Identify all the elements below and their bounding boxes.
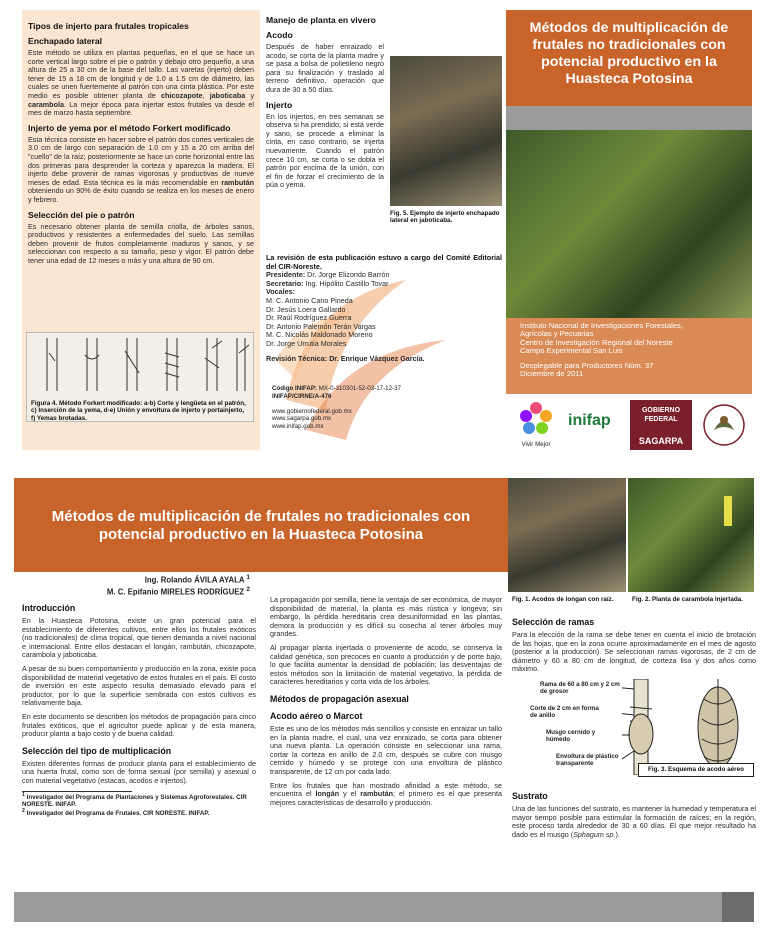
inifap-logo: inifap <box>568 412 611 429</box>
url-link[interactable]: www.inifap.gob.mx <box>272 422 324 430</box>
yellow-tag <box>724 496 732 526</box>
bottom-dark-block <box>722 892 754 922</box>
injerto-types-column <box>22 10 260 450</box>
author: Ing. Rolando ÁVILA AYALA $^1$ <box>144 574 250 585</box>
footnote: $^1$ Investigador del Programa de Plantaciones y Sistemas Agroforestales. CIR NORESTE. INIFAP. <box>22 791 247 808</box>
paragraph: La propagación por semilla, tiene la ventaja de ser económica, de mayor disponibilidad de material, la planta es más rústica y longeva; sin embargo, la pérdida hereditaria crea desuniformidad en las plantas, demora la producción y es difícil su cosecha al tener árboles muy grandes. <box>270 595 502 639</box>
mexico-eagle-seal-icon <box>702 402 746 448</box>
inner-title: Métodos de multiplicación de frutales no tradicionales con potencial productivo en la Huasteca Potosina <box>51 508 471 543</box>
cover-title-box <box>506 10 752 106</box>
mexico-seal <box>702 402 746 448</box>
section-heading: Métodos de propagación asexual <box>270 693 409 704</box>
vocal-item: Dr. Raúl Rodríguez Guerra <box>266 313 352 323</box>
jaboticaba-graft-photo <box>390 56 502 206</box>
figure-caption-box <box>638 763 754 777</box>
acodo-scheme-icon <box>622 679 752 775</box>
institute-line: Instituto Nacional de Investigaciones Forestales, <box>520 321 683 330</box>
scheme-label: Rama de 60 a 80 cm y 2 cm de grosor <box>540 680 620 696</box>
paragraph: Entre los frutales que han mostrado afinidad a este método, se encuentra el longán y el rambután; el primero es el que presenta mejores características de desarrollo y producción. <box>270 780 502 807</box>
section-heading: Introducción <box>22 603 76 613</box>
paragraph: Una de las funciones del sustrato, es mantener la humedad y temperatura el mayor tiempo posible para estimular la formación de raíces; en la región, este proceso tarda alrededor de 30 a 60 días. El que mejor resultado ha dado es el musgo (Sphagum sp.). <box>512 803 756 839</box>
institute-line: Agrícolas y Pecuarias <box>520 329 594 339</box>
section-heading: Selección del pie o patrón <box>28 209 135 220</box>
figure-caption: Fig. 1. Acodos de longan con raíz. <box>512 596 614 603</box>
author: M. C. Epifanio MIRELES RODRÍGUEZ $^2$ <box>106 585 250 597</box>
inner-title-band <box>14 478 508 572</box>
longan-acodo-photo <box>508 478 626 592</box>
paragraph: Esta técnica consiste en hacer sobre el patrón dos cortes verticales de 3.0 cm de largo con separación de 1.0 cm y 15 a 20 cm arriba del "cuello" de la raíz; posteriormente se hace un corte horizontal entre las dos primeras para desprender la corteza y aparezca la madera. El injerto debe provenir de ramas vigorosas y productivas de nueve meses de edad. Esta técnica es la más recomendable en rambután obteniendo un 90% de éxito cuando se realiza en los meses de enero y febrero. <box>28 134 255 204</box>
vocales-label: Vocales: <box>266 287 296 297</box>
cover-logos-strip <box>506 394 752 456</box>
paragraph: A pesar de su buen comportamiento y producción en la zona, existe poca disponibilidad de material vegetativo de estos frutales en el país. El costo de inversión en este aspecto resulta demasiado elevado para el productor, por lo que la superficie sembrada con estos cultivos es relativamente baja. <box>22 663 256 708</box>
gobierno-sagarpa-logo: GOBIERNO FEDERAL SAGARPA <box>630 400 692 450</box>
vocal-item: Dr. Jesús Loera Gallardo <box>266 304 346 314</box>
paragraph: En los injertos, en tres semanas se observa si ha prendido; si está verde y sano, se procede a eliminar la cinta, en caso contrario, se injerta nuevamente. Cuando el patrón crece 10 cm, se corta o se dobla el patrón por encima de la unión, con el fin de forzar el crecimiento de la púa o yema. <box>266 111 384 190</box>
scheme-label: Musgo cernido y húmedo <box>546 728 596 744</box>
cover-gray-band <box>506 106 752 130</box>
desplegable-number: Desplegable para Productores Núm. 37 <box>520 360 654 370</box>
scheme-label: Envoltura de plástico transparente <box>556 752 619 768</box>
section-heading: Injerto <box>266 99 293 110</box>
footnote: $^2$ Investigador del Programa de Frutales. CIR NORESTE. INIFAP. <box>22 808 210 818</box>
section-heading: Tipos de injerto para frutales tropicales <box>28 21 189 31</box>
url-link[interactable]: www.gobiernofederal.gob.mx <box>272 407 352 415</box>
propagation-column <box>270 596 502 812</box>
authors-block <box>40 573 250 596</box>
section-heading: Selección de ramas <box>512 617 595 627</box>
figure-forkert-illustration <box>26 332 254 422</box>
section-heading: Selección del tipo de multiplicación <box>22 745 172 756</box>
paragraph: Después de haber enraizado el acodo, se corta de la planta madre y se pasa a bolsa de polietileno negro para su finalización y traslado al terreno definitivo, operación que dura de 30 a 50 días. <box>266 42 384 94</box>
bottom-gray-band <box>14 892 722 922</box>
vivero-column <box>266 10 502 450</box>
paragraph: Para la elección de la rama se debe tener en cuenta el inicio de brotación de las hojas, que en la zona ocurre aproximadamente en el mes de agosto (posterior a la producción). Se seleccionan ramas vigorosas, de 2 cm de diámetro y 60 a 80 cm de longitud, de corteza lisa y dos años como máximo. <box>512 630 756 674</box>
vivir-mejor-flower-icon <box>518 400 554 436</box>
intro-column <box>22 596 256 818</box>
figure-caption: Fig. 2. Planta de carambola injertada. <box>632 596 743 603</box>
section-heading: Sustrato <box>512 790 548 801</box>
section-heading: Manejo de planta en vivero <box>266 15 376 25</box>
paragraph: Este método se utiliza en plantas pequeñas, en el que se hace un corte vertical largo sobre el pie o patrón y debajo otro pequeño, a una altura de 25 a 30 cm de la base del tallo. Las varetas (injerto) deben tener de 15 a 18 cm de longitud y de 1.0 a 1.5 cm de diámetro, las cuales se unen fuertemente al patrón con una cinta plástica. Por este medio es posible obtener planta de chicozapote, jaboticaba y carambola. La mejor época para injertar estos frutales va desde el mes de marzo hasta septiembre. <box>28 48 255 118</box>
brochure-inner-sheet <box>0 472 768 932</box>
paragraph: En la Huasteca Potosina, existe un gran potencial para el establecimiento de diferentes cultivos, entre ellos los frutales exóticos (no tradicionales) de clima tropical, que tienen demanda a nivel nacional e internacional. Entre ellos destacan el longán, rambután, chicozapote, carambola y jaboticaba. <box>22 616 256 660</box>
section-heading: Enchapado lateral <box>28 36 103 46</box>
figure-caption: Fig. 3. Esquema de acodo aéreo <box>648 765 744 773</box>
paragraph: Al propagar planta injertada o proveniente de acodo, se conserva la calidad genética, son precoces en cuanto a producción y de porte bajo, lo que facilita aumentar la densidad de población; las desventajas de estos métodos son la limitación de material vegetativo, la pérdida de caracteres hereditarios y corta vida de los árboles. <box>270 642 502 687</box>
branch-selection-column <box>512 610 756 844</box>
section-heading: Acodo aéreo o Marcot <box>270 710 363 721</box>
presidente-line: Presidente: Dr. Jorge Elizondo Barrón <box>266 270 390 280</box>
cover-nursery-photo <box>506 130 752 318</box>
institute-line: Campo Experimental San Luis <box>520 346 623 356</box>
cover-institute-box <box>506 318 752 394</box>
vocal-item: Dr. Jorge Urrutia Morales <box>266 338 347 348</box>
vocal-item: M. C. Antonio Cano Pineda <box>266 295 353 305</box>
cover-panel <box>506 10 752 456</box>
inifap-code: INIFAP/CIRNE/A-476 <box>272 392 332 400</box>
brochure-outer-sheet <box>0 0 768 462</box>
figure-caption: Figura 4. Método Forkert modificado: a-b) Corte y lengüeta en el patrón, c) Inserción de la yema, d-e) Unión y envoltura de injerto y portainjerto, f) Yemas brotadas. <box>31 400 246 422</box>
paragraph: Este es uno de los métodos más sencillos y consiste en enraizar un tallo en la planta madre, el cual, una vez enraizado, se corta para obtener una nueva planta. La operación consiste en seleccionar una rama, cortar la corteza en anillo de 2.0 cm, después se cubre con musgo cernido y húmedo y se protege con una envoltura de plástico transparente, de 12 cm por cada lado. <box>270 723 502 776</box>
forkert-sketch-icon <box>27 333 253 393</box>
paragraph: Existen diferentes formas de producir planta para el establecimiento de una huerta frutal, como son de forma sexual (por semilla) y asexual o con material vegetativo (estacas, acodos e injertos). <box>22 758 256 785</box>
institute-line: Centro de Investigación Regional del Noreste <box>520 337 673 347</box>
editorial-credits <box>266 254 502 430</box>
vocal-item: Dr. Antonio Palemón Terán Vargas <box>266 321 376 331</box>
section-heading: Acodo <box>266 30 293 40</box>
review-intro: La revisión de esta publicación estuvo a cargo del Comité Editorial del CIR-Noreste. <box>266 253 502 271</box>
vocal-item: M. C. Nicolás Maldonado Moreno <box>266 330 373 340</box>
paragraph: Es necesario obtener planta de semilla criolla, de árboles sanos, productivos y resistentes a enfermedades del suelo. Las semillas deben provenir de frutos completamente maduros y sanos, y se seleccionan con respecto a su tamaño, peso y vigor. El patrón debe tener una edad de 12 meses o más y una altura de 90 cm. <box>28 221 254 265</box>
figure-acodo-scheme <box>512 679 756 783</box>
section-heading: Injerto de yema por el método Forkert modificado <box>28 122 231 133</box>
cover-title: Métodos de multiplicación de frutales no tradicionales con potencial productivo en la Huasteca Potosina <box>529 20 729 87</box>
revision-tecnica: Revisión Técnica: Dr. Enrique Vázquez García. <box>266 353 425 363</box>
publication-date: Diciembre de 2011 <box>520 369 584 379</box>
scheme-label: Corte de 2 cm en forma de anillo <box>530 704 599 720</box>
paragraph: En este documento se describen los métodos de propagación para cinco frutales exóticos, que el agricultor puede aplicar y de esta manera, producir planta a bajo costo y de buena calidad. <box>22 711 256 739</box>
secretario-line: Secretario: Ing. Hipólito Castillo Tovar <box>266 278 389 288</box>
codigo-line: Código INIFAP: MX-0-310301-52-03-17-12-37 <box>272 385 401 393</box>
carambola-plant-photo <box>628 478 754 592</box>
url-link[interactable]: www.sagarpa.gob.mx <box>272 415 332 423</box>
figure-caption: Fig. 5. Ejemplo de injerto enchapado lateral en jaboticaba. <box>390 210 500 225</box>
vivir-mejor-logo: Vivir Mejor <box>514 400 558 450</box>
